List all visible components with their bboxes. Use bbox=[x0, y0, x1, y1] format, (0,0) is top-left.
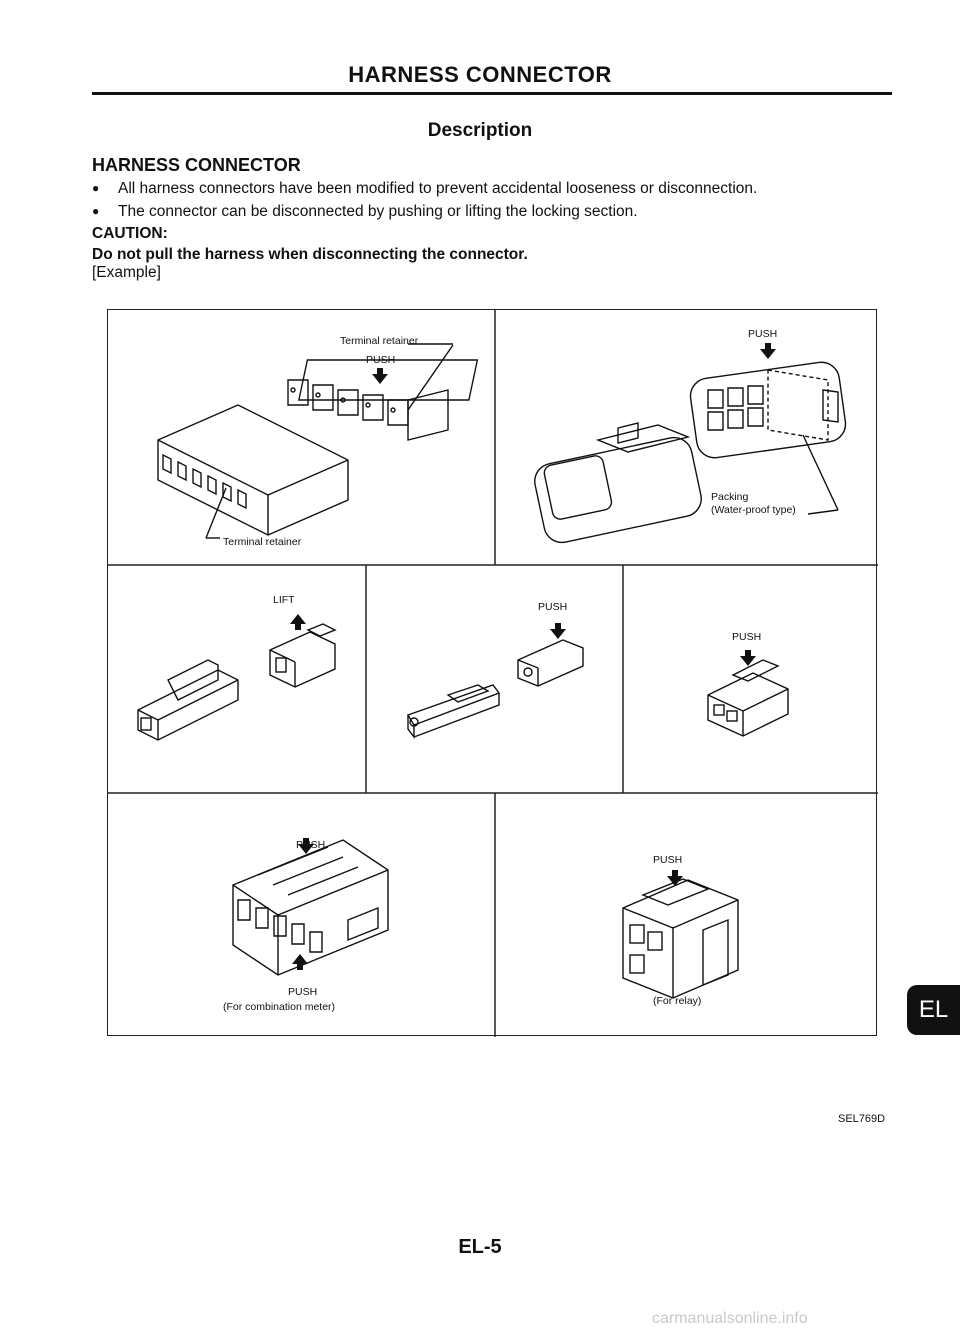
connector-figure-drawing bbox=[108, 310, 878, 1037]
label-water-proof: (Water-proof type) bbox=[711, 504, 796, 516]
watermark-text: carmanualsonline.info bbox=[652, 1310, 808, 1327]
example-label: [Example] bbox=[92, 264, 161, 281]
section-heading: HARNESS CONNECTOR bbox=[92, 155, 301, 175]
page-header-title: HARNESS CONNECTOR bbox=[348, 62, 612, 87]
label-lift: LIFT bbox=[273, 594, 295, 606]
section-subtitle: Description bbox=[427, 120, 533, 141]
label-push: PUSH bbox=[653, 854, 683, 866]
connector-figure bbox=[107, 309, 877, 1036]
connector-drawing-push-small bbox=[708, 660, 788, 736]
section-tab: EL bbox=[907, 985, 960, 1035]
label-combination-meter: (For combination meter) bbox=[223, 1001, 336, 1013]
bullet-list bbox=[92, 177, 892, 223]
connector-drawing-waterproof bbox=[531, 360, 847, 546]
bullet-item: ● The connector can be disconnected by pushing or lifting the locking section. bbox=[92, 200, 892, 223]
connector-drawing-relay bbox=[623, 879, 738, 998]
label-relay: (For relay) bbox=[653, 995, 702, 1007]
caution-block bbox=[92, 223, 528, 265]
connector-drawing-combination-meter bbox=[233, 840, 388, 975]
push-arrow-icon bbox=[550, 623, 566, 639]
push-arrow-icon bbox=[740, 650, 756, 666]
connector-drawing-retainer bbox=[158, 344, 477, 538]
push-arrow-icon bbox=[372, 368, 388, 384]
label-push: PUSH bbox=[538, 601, 568, 613]
lift-arrow-icon bbox=[290, 614, 306, 630]
label-push: PUSH bbox=[296, 839, 326, 851]
label-packing: Packing bbox=[711, 491, 749, 503]
caution-title: CAUTION: bbox=[92, 225, 168, 242]
connector-drawing-lift bbox=[138, 624, 335, 740]
bullet-item: ● All harness connectors have been modified to prevent accidental looseness or disconnection. bbox=[92, 177, 892, 200]
push-arrow-icon bbox=[760, 343, 776, 359]
label-push: PUSH bbox=[748, 328, 778, 340]
label-terminal-retainer-bottom: Terminal retainer bbox=[223, 536, 302, 548]
label-terminal-retainer-top: Terminal retainer bbox=[340, 335, 419, 347]
figure-code: SEL769D bbox=[838, 1113, 886, 1125]
page-number: EL-5 bbox=[458, 1236, 502, 1258]
label-push: PUSH bbox=[366, 354, 396, 366]
label-push: PUSH bbox=[288, 986, 318, 998]
header-rule bbox=[92, 92, 892, 95]
connector-drawing-push-long bbox=[408, 640, 583, 737]
caution-text: Do not pull the harness when disconnecting the connector. bbox=[92, 246, 528, 263]
label-push: PUSH bbox=[732, 631, 762, 643]
